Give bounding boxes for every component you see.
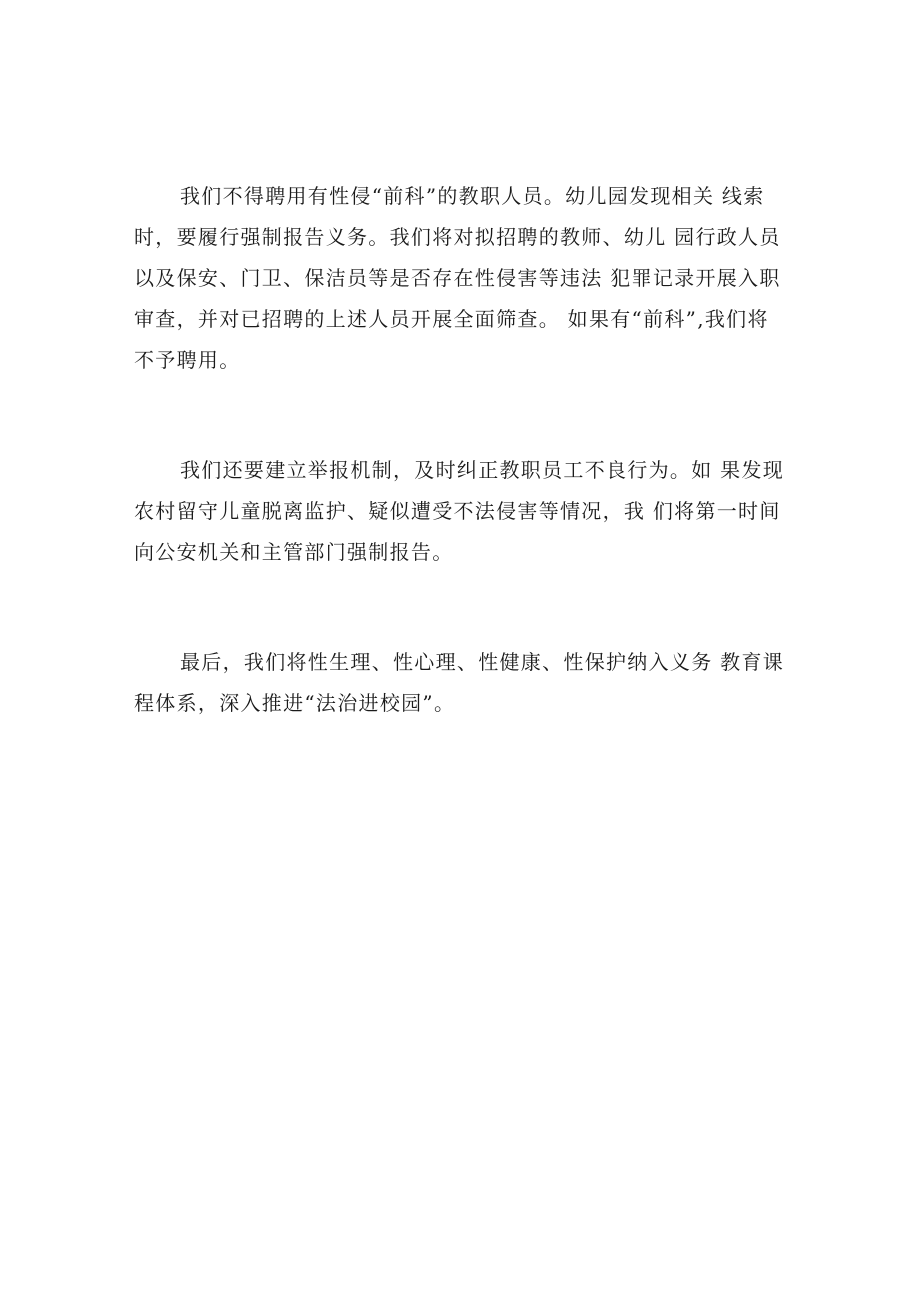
paragraph-line: 以及保安、门卫、保洁员等是否存在性侵害等违法 犯罪记录开展入职 xyxy=(134,266,781,290)
paragraph-spacer xyxy=(134,381,796,450)
paragraph-line: 我们不得聘用有性侵“前科”的教职人员。幼儿园发现相关 线索 xyxy=(180,184,765,208)
paragraph-line: 农村留守儿童脱离监护、疑似遭受不法侵害等情况，我 们将第一时间 xyxy=(134,499,781,523)
paragraph-3 xyxy=(134,642,796,724)
document-body xyxy=(134,176,796,724)
paragraph-1 xyxy=(134,176,796,381)
paragraph-line: 审查，并对已招聘的上述人员开展全面筛查。 如果有“前科”,我们将 xyxy=(134,307,769,331)
paragraph-line: 不予聘用。 xyxy=(134,348,241,372)
paragraph-line: 向公安机关和主管部门强制报告。 xyxy=(134,540,454,564)
paragraph-2 xyxy=(134,450,796,573)
paragraph-line: 最后，我们将性生理、性心理、性健康、性保护纳入义务 教育课 xyxy=(180,650,785,674)
paragraph-line: 时，要履行强制报告义务。我们将对拟招聘的教师、幼儿 园行政人员 xyxy=(134,225,781,249)
paragraph-line: 我们还要建立举报机制，及时纠正教职员工不良行为。如 果发现 xyxy=(180,458,785,482)
paragraph-line: 程体系，深入推进“法治进校园”。 xyxy=(134,691,456,715)
paragraph-spacer xyxy=(134,573,796,642)
